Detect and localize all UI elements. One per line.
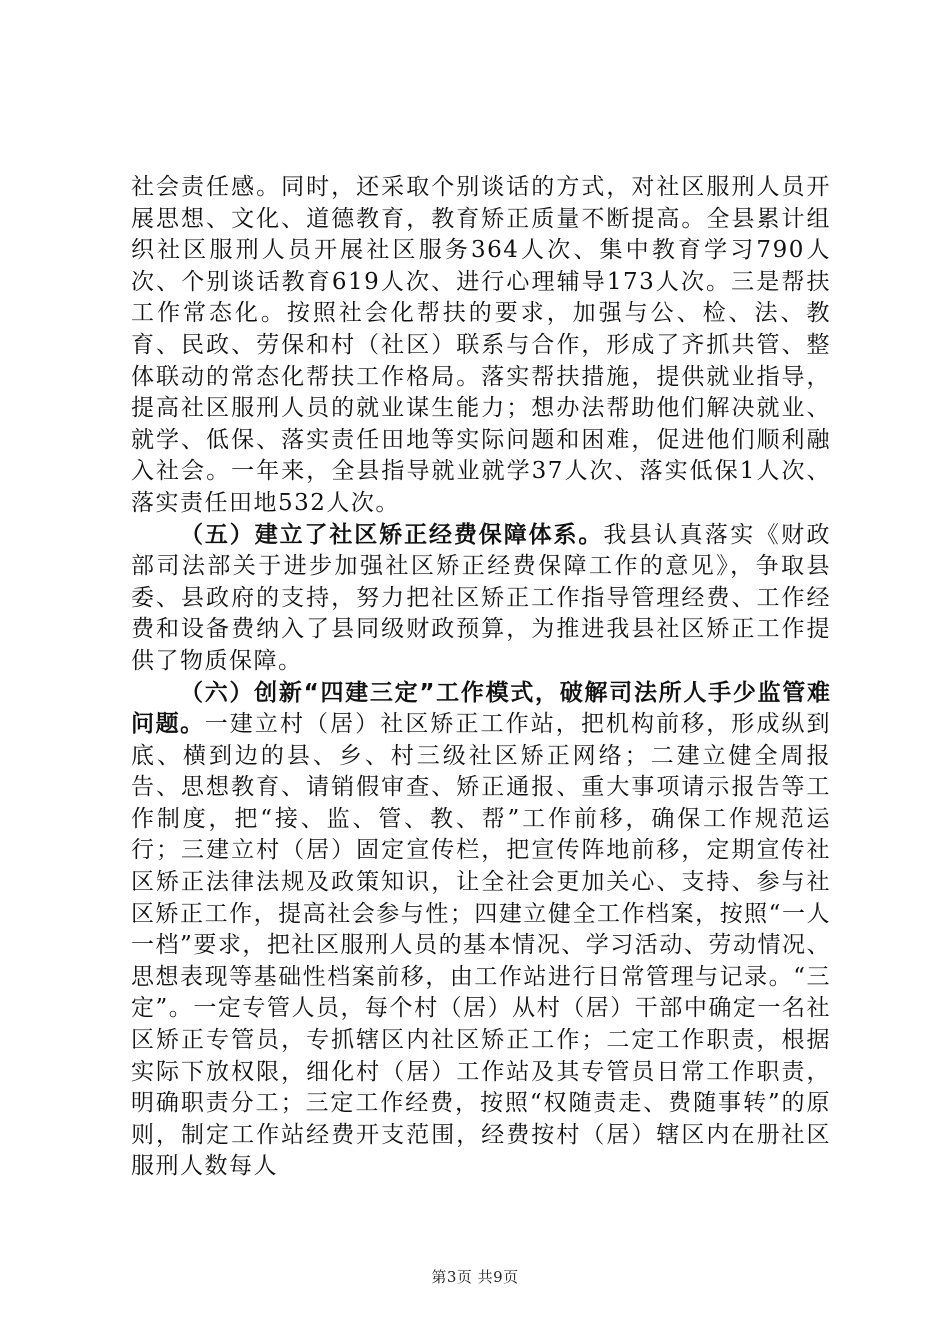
paragraph-text: 社会责任感。同时，还采取个别谈话的方式，对社区服刑人员开展思想、文化、道德教育，教育矫正质量不断提高。全县累计组织社区服刑人员开展社区服务364人次、集中教育学习790人次、个别谈话教育619人次、进行心理辅导173人次。三是帮扶工作常态化。按照社会化帮扶的要求，加强与公、检、法、教育、民政、劳保和村（社区）联系与合作，形成了齐抓共管、整体联动的常态化帮扶工作格局。落实帮扶措施，提供就业指导，提高社区服刑人员的就业谋生能力；想办法帮助他们解决就业、就学、低保、落实责任田地等实际问题和困难，促进他们顺利融入社会。一年来，全县指导就业就学37人次、落实低保1人次、落实责任田地532人次。: [131, 174, 831, 516]
paragraph-continuation: [131, 172, 831, 520]
page-footer: [0, 1266, 950, 1287]
section-heading: （五）建立了社区矫正经费保障体系。: [180, 521, 604, 548]
paragraph-section-6: [131, 678, 831, 1184]
paragraph-text: 一建立村（居）社区矫正工作站，把机构前移，形成纵到底、横到边的县、乡、村三级社区矫正网络；二建立健全周报告、思想教育、请销假审查、矫正通报、重大事项请示报告等工作制度，把“接、监、管、教、帮”工作前移，确保工作规范运行；三建立村（居）固定宣传栏，把宣传阵地前移，定期宣传社区矫正法律法规及政策知识，让全社会更加关心、支持、参与社区矫正工作，提高社会参与性；四建立健全工作档案，按照“一人一档”要求，把社区服刑人员的基本情况、学习活动、劳动情况、思想表现等基础性档案前移，由工作站进行日常管理与记录。“三定”。一定专管人员，每个村（居）从村（居）干部中确定一名社区矫正专管员，专抓辖区内社区矫正工作；二定工作职责，根据实际下放权限，细化村（居）工作站及其专管员日常工作职责，明确职责分工；三定工作经费，按照“权随责走、费随事转”的原则，制定工作站经费开支范围，经费按村（居）辖区内在册社区服刑人数每人: [131, 711, 832, 1180]
paragraph-section-5: [131, 520, 831, 678]
section-heading: （六）创新“四建三定”工作模式，破解司法所人手少监管难问题。: [131, 679, 831, 738]
document-body: [131, 172, 831, 1183]
page-number: 第3页 共9页: [431, 1268, 519, 1286]
paragraph-text: 我县认真落实《财政部司法部关于进步加强社区矫正经费保障工作的意见》，争取县委、县政府的支持，努力把社区矫正工作指导管理经费、工作经费和设备费纳入了县同级财政预算，为推进我县社区矫正工作提供了物质保障。: [131, 521, 832, 674]
